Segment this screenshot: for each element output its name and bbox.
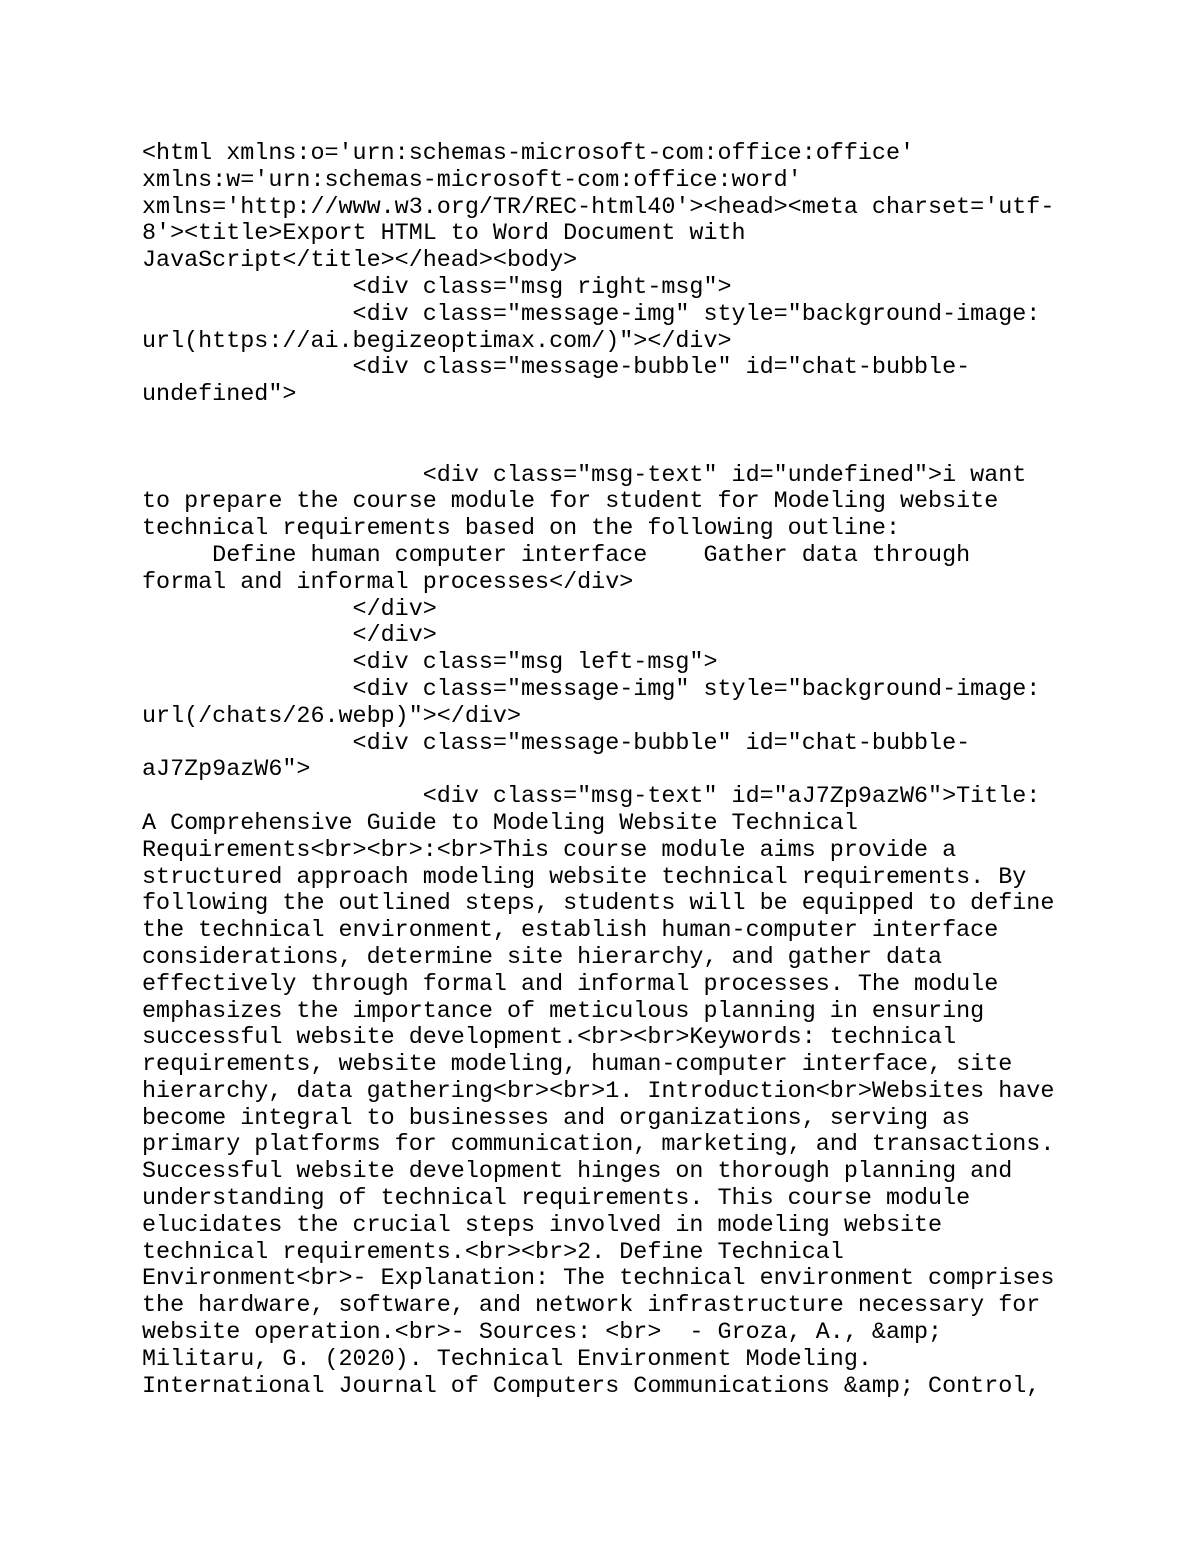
document-line: primary platforms for communication, marketing, and transactions. [142, 1132, 1055, 1159]
document-line: </div> [142, 596, 437, 623]
document-line: effectively through formal and informal processes. The module [142, 971, 999, 998]
document-line: 8'><title>Export HTML to Word Document with [142, 221, 746, 248]
document-line: hierarchy, data gathering<br><br>1. Introduction<br>Websites have [142, 1078, 1055, 1105]
document-line: to prepare the course module for student for Modeling website [142, 489, 999, 516]
document-line: <div class="message-img" style="background-image: [142, 301, 1041, 328]
document-line: the technical environment, establish human-computer interface [142, 918, 999, 945]
document-line: considerations, determine site hierarchy, and gather data [142, 944, 943, 971]
document-line: successful website development.<br><br>Keywords: technical [142, 1025, 957, 1052]
document-line: website operation.<br>- Sources: <br> - Groza, A., &amp; [142, 1320, 943, 1347]
document-line: requirements, website modeling, human-computer interface, site [142, 1052, 1013, 1079]
document-line: the hardware, software, and network infrastructure necessary for [142, 1293, 1041, 1320]
document-line: xmlns:w='urn:schemas-microsoft-com:office:word' [142, 167, 802, 194]
document-line: xmlns='http://www.w3.org/TR/REC-html40'><head><meta charset='utf- [142, 194, 1055, 221]
document-line: <div class="message-img" style="background-image: [142, 676, 1041, 703]
document-line: undefined"> [142, 382, 297, 409]
document-line: <div class="msg-text" id="undefined">i want [142, 462, 1027, 489]
document-line: <div class="msg right-msg"> [142, 274, 732, 301]
document-line: elucidates the crucial steps involved in modeling website [142, 1212, 943, 1239]
document-line: Define human computer interface Gather data through [142, 542, 971, 569]
document-line: International Journal of Computers Communications &amp; Control, [142, 1373, 1041, 1400]
document-line [142, 436, 1082, 463]
document-line: JavaScript</title></head><body> [142, 248, 578, 275]
document-line: understanding of technical requirements. This course module [142, 1186, 971, 1213]
document-line: <div class="message-bubble" id="chat-bubble- [142, 355, 971, 382]
document-line: become integral to businesses and organizations, serving as [142, 1105, 971, 1132]
document-line: Requirements<br><br>:<br>This course module aims provide a [142, 837, 957, 864]
document-line: </div> [142, 623, 437, 650]
document-line: <div class="message-bubble" id="chat-bubble- [142, 730, 971, 757]
document-line: structured approach modeling website technical requirements. By [142, 864, 1027, 891]
document-line: technical requirements.<br><br>2. Define Technical [142, 1239, 844, 1266]
document-line: Militaru, G. (2020). Technical Environment Modeling. [142, 1346, 872, 1373]
document-line: <div class="msg left-msg"> [142, 650, 718, 677]
document-line: <html xmlns:o='urn:schemas-microsoft-com:office:office' [142, 141, 915, 167]
document-line: aJ7Zp9azW6"> [142, 757, 311, 784]
document-line: url(https://ai.begizeoptimax.com/)"></div> [142, 328, 732, 355]
document-line: technical requirements based on the following outline: [142, 516, 900, 543]
document-line: A Comprehensive Guide to Modeling Website Technical [142, 810, 858, 837]
document-line [142, 409, 1082, 436]
document-body-text [142, 141, 1082, 1400]
document-line: following the outlined steps, students will be equipped to define [142, 891, 1055, 918]
document-line: formal and informal processes</div> [142, 569, 634, 596]
document-line: emphasizes the importance of meticulous planning in ensuring [142, 998, 985, 1025]
document-line: <div class="msg-text" id="aJ7Zp9azW6">Title: [142, 784, 1041, 811]
document-line: url(/chats/26.webp)"></div> [142, 703, 521, 730]
document-line: Environment<br>- Explanation: The technical environment comprises [142, 1266, 1055, 1293]
document-line: Successful website development hinges on thorough planning and [142, 1159, 1013, 1186]
